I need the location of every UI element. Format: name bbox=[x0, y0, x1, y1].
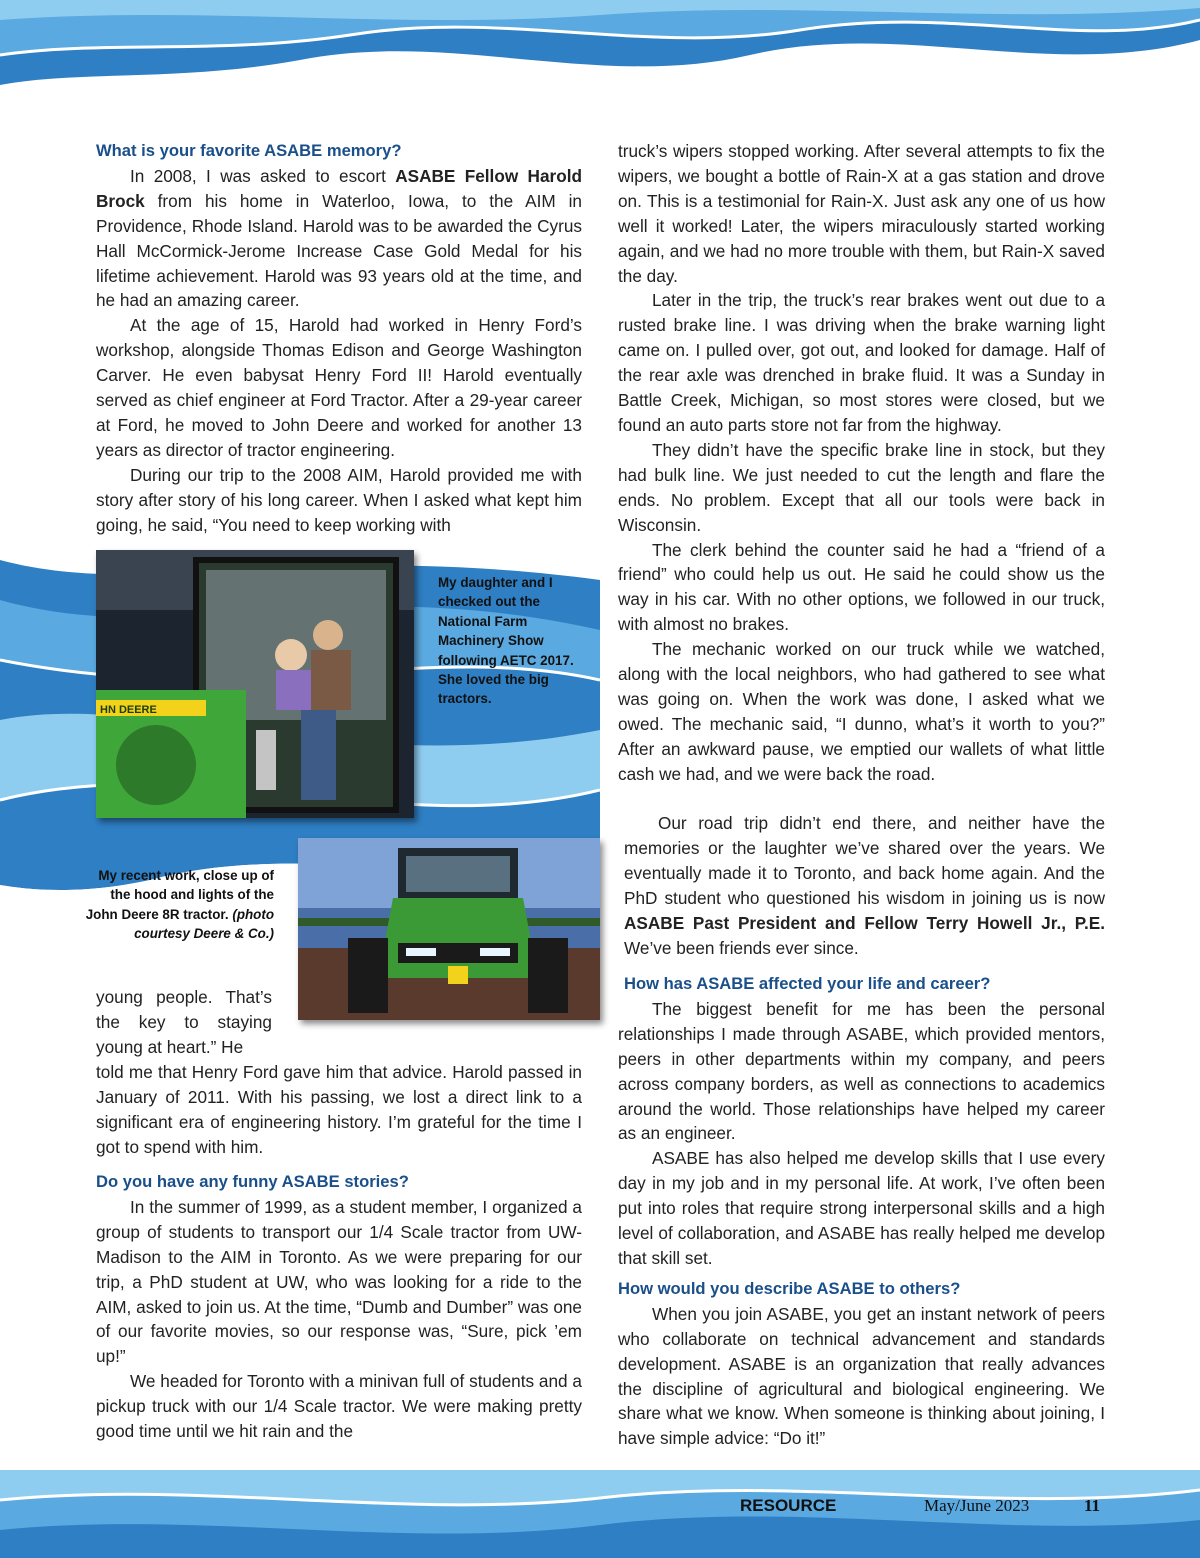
footer-issue-date: May/June 2023 bbox=[924, 1496, 1030, 1515]
paragraph: The mechanic worked on our truck while we watched, along with the local neighbors, who had gathered to see what was going on. When the work was done, I asked what we owed. The mechanic said, “I dunno, what’s it worth to you?” After an awkward pause, we emptied our wallets of what little cash we had, and we were back the road. bbox=[618, 639, 1105, 784]
photo-tractor-cab-image bbox=[96, 550, 414, 818]
photo-john-deere-8r bbox=[298, 838, 600, 1020]
wrapped-text: young people. That’s the key to staying young at heart.” He bbox=[96, 987, 272, 1057]
paragraph: told me that Henry Ford gave him that advice. Harold passed in January of 2011. With his passing, we lost a direct link to a significant era of engineering history. I’m grateful for the time I got to spend with him. bbox=[96, 1062, 582, 1157]
right-column-indented bbox=[624, 811, 1105, 960]
heading-funny-stories: Do you have any funny ASABE stories? bbox=[96, 1172, 409, 1191]
paragraph-text: from his home in Waterloo, Iowa, to the AIM in Providence, Rhode Island. Harold was to be awarded the Cyrus Hall McCormick-Jerome Increase Case Gold Medal for his lifetime achievement. Harold was 93 years old at the time, and he had an amazing career. bbox=[96, 190, 582, 311]
heading-life-career: How has ASABE affected your life and career? bbox=[624, 974, 991, 993]
paragraph bbox=[96, 164, 582, 313]
right-column-bottom bbox=[618, 972, 1105, 1451]
right-column-top bbox=[618, 139, 1105, 787]
paragraph-text: We’ve been friends ever since. bbox=[624, 937, 859, 958]
left-column-continuation bbox=[96, 1060, 582, 1160]
paragraph bbox=[624, 811, 1105, 960]
footer-page-number: 11 bbox=[1084, 1496, 1101, 1515]
bold-name: ASABE Fellow Harold Brock bbox=[96, 165, 582, 211]
paragraph: In the summer of 1999, as a student member, I organized a group of students to transport our 1/4 Scale tractor from UW-Madison to the AIM in Toronto. As we were preparing for our trip, a PhD student at UW, who was looking for a ride to the AIM, asked to join us. At the time, “Dumb and Dumber” was one of our favorite movies, so our response was, “Sure, pick ’em up!” bbox=[96, 1196, 582, 1367]
photo-credit: (photo courtesy Deere & Co.) bbox=[134, 906, 274, 942]
paragraph: Later in the trip, the truck’s rear brakes went out due to a rusted brake line. I was driving when the brake warning light came on. I pulled over, got out, and looked for damage. Half of the rear axle was drenched in brake fluid. It was a Sunday in Battle Creek, Michigan, so most stores were closed, but we found an auto parts store not far from the highway. bbox=[618, 290, 1105, 435]
paragraph: The clerk behind the counter said he had a “friend of a friend” who could help us out. He said he could show us the way in his car. With no other options, we followed in our truck, with almost no brakes. bbox=[618, 539, 1105, 635]
photo-tractor-cab bbox=[96, 550, 414, 818]
caption-text: My recent work, close up of the hood and lights of the John Deere 8R tractor. bbox=[85, 868, 274, 922]
top-wave-banner bbox=[0, 0, 1200, 92]
paragraph-text: In 2008, I was asked to escort bbox=[130, 165, 396, 186]
paragraph: The biggest benefit for me has been the personal relationships I made through ASABE, which provided mentors, peers in other departments within my company, and peers across company borders, as well as connections to academics around the world. Those relationships have helped my career as an engineer. bbox=[618, 998, 1105, 1144]
tractor-brand-label: HN DEERE bbox=[100, 704, 157, 716]
photo-caption-2 bbox=[82, 866, 274, 944]
paragraph: When you join ASABE, you get an instant network of peers who collaborate on technical advancement and standards development. ASABE is an organization that really advances the discipline of agricultural and biological engineering. We share what we know. When someone is thinking about joining, I have simple advice: “Do it!” bbox=[618, 1303, 1105, 1449]
paragraph: truck’s wipers stopped working. After several attempts to fix the wipers, we bought a bottle of Rain-X at a gas station and drove on. This is a testimonial for Rain-X. Just ask any one of us how well it worked! Later, the wipers miraculously started working again, and we had no more trouble with them, but Rain-X saved the day. bbox=[618, 141, 1105, 286]
photo-caption-1: My daughter and I checked out the National Farm Machinery Show following AETC 2017. She loved the big tractors. bbox=[438, 575, 574, 707]
paragraph: They didn’t have the specific brake line in stock, but they had bulk line. We just needed to cut the length and flare the ends. No problem. Except that all our tools were back in Wisconsin. bbox=[618, 439, 1105, 535]
bold-name: ASABE Past President and Fellow Terry Howell Jr., P.E. bbox=[624, 912, 1105, 933]
paragraph-text: Our road trip didn’t end there, and neither have the memories or the laughter we’ve shared over the years. We eventually made it to Toronto, and back home again. And the PhD student who questioned his wisdom in joining us is now bbox=[624, 813, 1105, 908]
footer-magazine-name: RESOURCE bbox=[740, 1496, 837, 1515]
heading-favorite-memory: What is your favorite ASABE memory? bbox=[96, 141, 402, 160]
paragraph: During our trip to the 2008 AIM, Harold provided me with story after story of his long career. When I asked what kept him going, he said, “You need to keep working with bbox=[96, 464, 582, 535]
paragraph: ASABE has also helped me develop skills that I use every day in my job and in my personal life. At work, I’ve often been put into roles that require strong interpersonal skills and a high level of collaboration, and ASABE has really helped me develop that skill set. bbox=[618, 1148, 1105, 1268]
photo-john-deere-8r-image bbox=[298, 838, 600, 1020]
paragraph: At the age of 15, Harold had worked in Henry Ford’s workshop, alongside Thomas Edison and George Washington Carver. He even babysat Henry Ford II! Harold eventually served as chief engineer at Ford Tractor. After a 29-year career at Ford, he moved to John Deere and worked for another 13 years as director of tractor engineering. bbox=[96, 315, 582, 460]
paragraph: We headed for Toronto with a minivan full of students and a pickup truck with our 1/4 Scale tractor. We were making pretty good time until we hit rain and the bbox=[96, 1371, 582, 1442]
left-column-bottom bbox=[96, 1170, 582, 1444]
heading-describe-asabe: How would you describe ASABE to others? bbox=[618, 1278, 961, 1298]
left-column-top bbox=[96, 139, 582, 538]
